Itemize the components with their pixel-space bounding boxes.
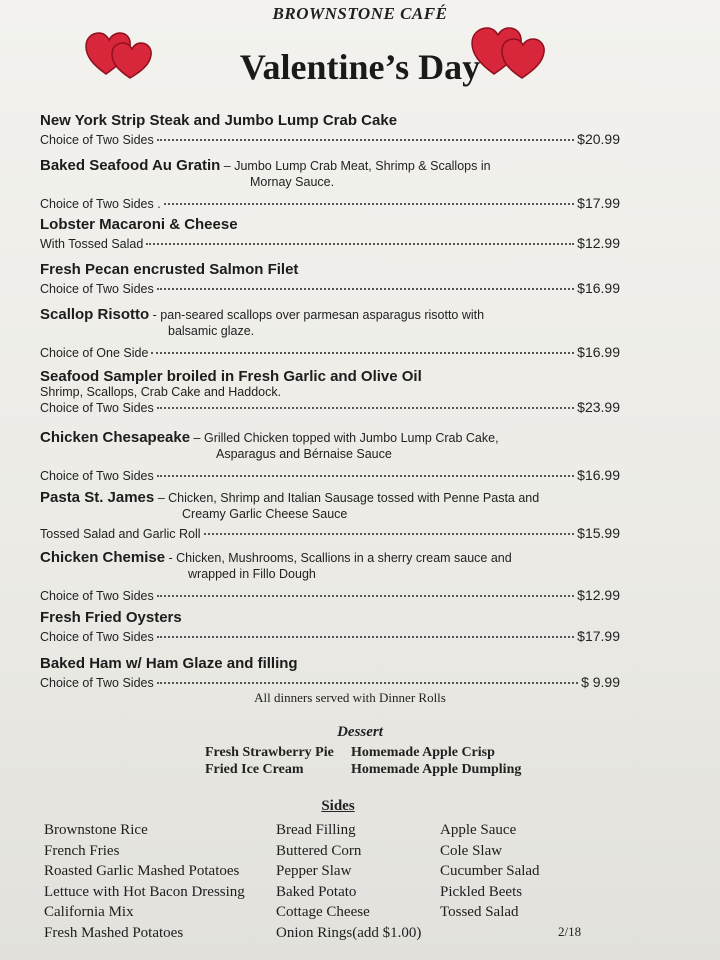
menu-item-name: Fresh Fried Oysters (40, 609, 182, 626)
menu-item (40, 368, 620, 415)
menu-item (40, 549, 620, 603)
menu-item-description-cont: wrapped in Fillo Dough (188, 567, 316, 581)
menu-item (40, 306, 620, 360)
menu-item-price: $16.99 (577, 280, 620, 296)
menu-item-description-cont: balsamic glaze. (168, 324, 255, 338)
menu-item-price: $17.99 (577, 628, 620, 644)
menu-item-option: Choice of Two Sides (40, 630, 154, 644)
side-item: Buttered Corn (276, 842, 362, 859)
menu-item-description: – Grilled Chicken topped with Jumbo Lump Crab Cake, (190, 431, 499, 445)
menu-item-description: – Chicken, Shrimp and Italian Sausage tossed with Penne Pasta and (154, 491, 540, 505)
menu-item (40, 261, 620, 296)
menu-item-option: Choice of Two Sides (40, 469, 154, 483)
menu-item (40, 489, 620, 541)
menu-item-option: Choice of Two Sides (40, 282, 154, 296)
menu-item-name: Fresh Pecan encrusted Salmon Filet (40, 261, 299, 278)
dessert-item: Homemade Apple Dumpling (351, 762, 522, 777)
menu-item-price: $ 9.99 (581, 674, 620, 690)
menu-item-option: Choice of One Side (40, 346, 149, 360)
menu-item-price: $16.99 (577, 344, 620, 360)
dessert-item: Fresh Strawberry Pie (205, 745, 334, 760)
menu-item-price: $15.99 (577, 525, 620, 541)
menu-item-name: Baked Ham w/ Ham Glaze and filling (40, 655, 298, 672)
menu-item-description: – Jumbo Lump Crab Meat, Shrimp & Scallops in (220, 159, 491, 173)
menu-item-description-cont: Creamy Garlic Cheese Sauce (182, 507, 348, 521)
menu-item (40, 216, 620, 251)
menu-item (40, 609, 620, 644)
side-item: Pickled Beets (440, 883, 523, 900)
menu-item-description-cont: Shrimp, Scallops, Crab Cake and Haddock. (40, 385, 282, 399)
side-item: Tossed Salad (440, 904, 519, 920)
side-item: French Fries (44, 842, 120, 859)
menu-item-price: $20.99 (577, 131, 620, 147)
menu-item-name: New York Strip Steak and Jumbo Lump Crab Cake (40, 112, 398, 129)
side-item: Cucumber Salad (440, 863, 540, 879)
menu-item-price: $12.99 (577, 235, 620, 251)
menu-item-option: Choice of Two Sides (40, 589, 154, 603)
cafe-name: BROWNSTONE CAFÉ (272, 4, 448, 23)
side-item: Fresh Mashed Potatoes (44, 924, 184, 941)
side-item: Lettuce with Hot Bacon Dressing (44, 883, 245, 900)
menu-item-description-cont: Mornay Sauce. (250, 175, 335, 189)
menu-item-name: Scallop Risotto (40, 306, 150, 323)
menu-item-option: Choice of Two Sides (40, 676, 154, 690)
page-title: Valentine’s Day (239, 47, 481, 87)
side-item: Cole Slaw (440, 842, 503, 859)
menu-item (40, 655, 620, 690)
sides-column-3 (440, 820, 540, 923)
menu-item-price: $12.99 (577, 587, 620, 603)
menu-item-name: Lobster Macaroni & Cheese (40, 216, 238, 233)
menu-item-description: - Chicken, Mushrooms, Scallions in a sherry cream sauce and (165, 551, 512, 565)
side-item: Bread Filling (276, 822, 356, 838)
menu-item-option: Choice of Two Sides . (40, 197, 161, 211)
dessert-heading: Dessert (337, 724, 383, 740)
side-item: Roasted Garlic Mashed Potatoes (44, 863, 240, 879)
menu-item-description: - pan-seared scallops over parmesan asparagus risotto with (149, 308, 485, 322)
menu-item-name: Seafood Sampler broiled in Fresh Garlic and Olive Oil (40, 368, 422, 385)
served-note: All dinners served with Dinner Rolls (254, 690, 446, 705)
sides-column-2 (276, 820, 421, 943)
menu-item (40, 429, 620, 483)
sides-column-1 (44, 820, 245, 943)
dessert-item: Fried Ice Cream (205, 762, 304, 777)
menu-item-option: With Tossed Salad (40, 237, 144, 251)
menu-item-price: $17.99 (577, 195, 620, 211)
side-item: California Mix (44, 904, 134, 920)
menu-item-price: $16.99 (577, 467, 620, 483)
dessert-item: Homemade Apple Crisp (351, 745, 495, 760)
side-item: Cottage Cheese (276, 904, 370, 920)
menu-item-option: Choice of Two Sides (40, 401, 154, 415)
side-item: Onion Rings(add $1.00) (276, 924, 422, 941)
sides-heading: Sides (321, 798, 355, 814)
menu-item (40, 112, 620, 147)
side-item: Pepper Slaw (276, 863, 352, 879)
menu-item-name: Chicken Chemise (40, 549, 166, 566)
menu-item-name: Chicken Chesapeake (40, 429, 191, 446)
menu-item-option: Tossed Salad and Garlic Roll (40, 527, 201, 541)
menu-code: 2/18 (558, 924, 582, 939)
menu-item-name: Pasta St. James (40, 489, 155, 506)
side-item: Baked Potato (276, 883, 357, 900)
menu-item-price: $23.99 (577, 399, 620, 415)
menu-item-description-cont: Asparagus and Bérnaise Sauce (216, 447, 392, 461)
side-item: Brownstone Rice (44, 822, 148, 838)
menu-item-option: Choice of Two Sides (40, 133, 154, 147)
side-item: Apple Sauce (440, 822, 517, 838)
menu-item (40, 157, 620, 211)
menu-item-name: Baked Seafood Au Gratin (40, 157, 221, 174)
